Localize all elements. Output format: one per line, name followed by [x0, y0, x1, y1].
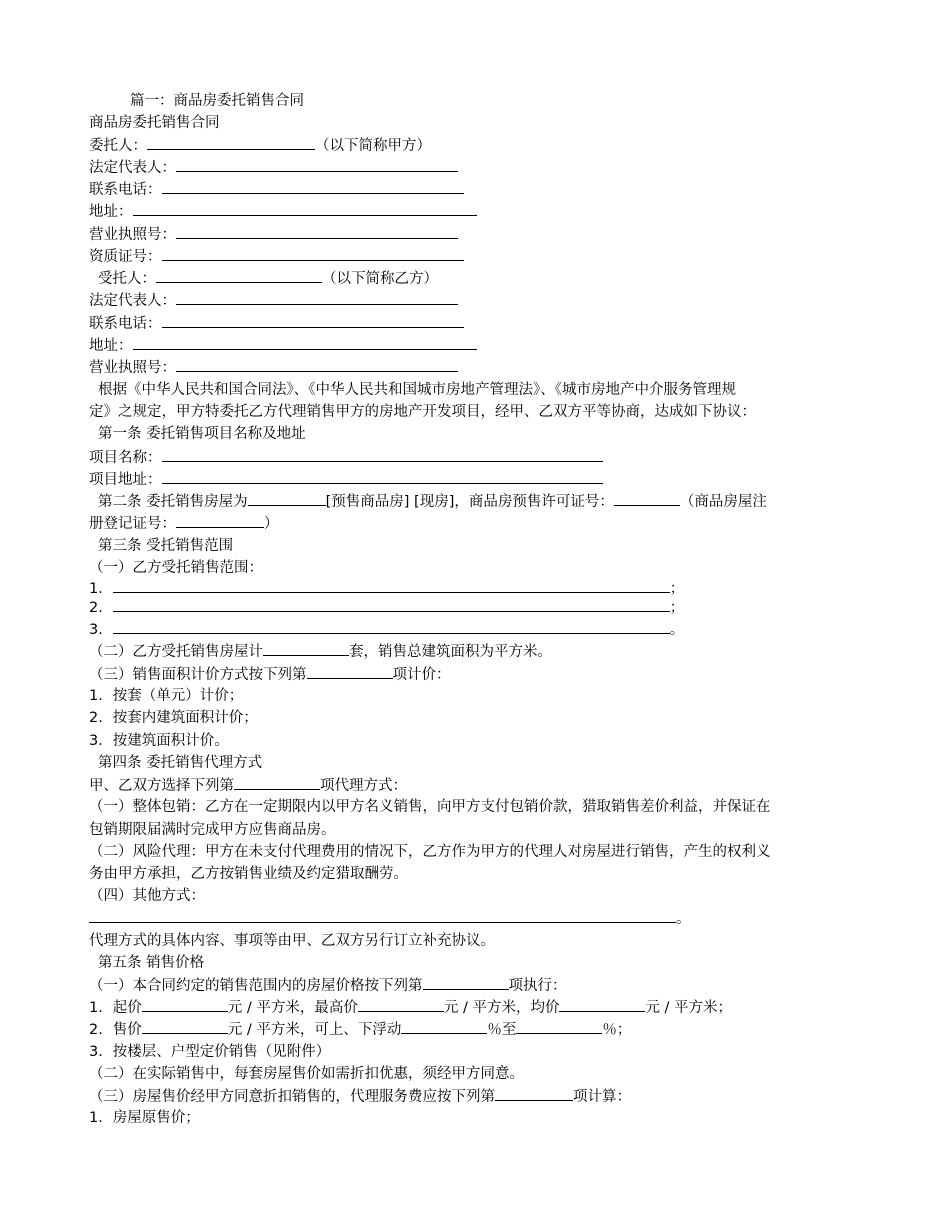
- blank-line: [495, 1086, 573, 1101]
- party-a-client-line: 委托人： （以下简称甲方）: [89, 135, 431, 155]
- article-4-note: 代理方式的具体内容、事项等由甲、乙双方另行订立补充协议。: [89, 933, 495, 949]
- party-b-addr-line: 地址：: [89, 335, 477, 355]
- blank-line: [162, 179, 464, 194]
- fee-option-1: 1．房屋原售价；: [89, 1110, 200, 1126]
- blank-line: [248, 491, 326, 506]
- blank-line: [142, 997, 228, 1012]
- scope-item-3: 3． 。: [89, 619, 684, 639]
- article-3-sub-2: （二）乙方受托销售房屋计 套，销售总建筑面积为平方米。: [89, 641, 552, 661]
- article-4-title: 第四条 委托销售代理方式: [98, 755, 263, 771]
- blank-line: [113, 578, 670, 593]
- party-b-phone-line: 联系电话：: [89, 313, 464, 333]
- method-1-line-1: （一）整体包销：乙方在一定期限内以甲方名义销售，向甲方支付包销价款，猎取销售差价利益，并保证在: [89, 799, 771, 815]
- intro-line-2: 定》之规定，甲方特委托乙方代理销售甲方的房地产开发项目，经甲、乙双方平等协商，达成如下协议：: [89, 404, 756, 420]
- blank-line: [89, 908, 676, 923]
- project-name-line: 项目名称：: [89, 447, 603, 467]
- blank-line: [358, 997, 444, 1012]
- method-4-label: （四）其他方式：: [89, 888, 205, 904]
- blank-line: [516, 1019, 602, 1034]
- blank-line: [142, 1019, 228, 1034]
- article-5-title: 第五条 销售价格: [98, 955, 205, 971]
- blank-line: [559, 997, 645, 1012]
- article-5-sub-3: （三）房屋售价经甲方同意折扣销售的，代理服务费应按下列第 项计算：: [89, 1086, 631, 1106]
- article-3-sub-3: （三）销售面积计价方式按下列第 项计价：: [89, 664, 451, 684]
- article-3-sub-1: （一）乙方受托销售范围：: [89, 560, 263, 576]
- blank-line: [113, 597, 670, 612]
- blank-line: [401, 1019, 487, 1034]
- method-4-blank: 。: [89, 908, 691, 928]
- party-b-license-line: 营业执照号：: [89, 357, 458, 377]
- doc-title: 商品房委托销售合同: [89, 115, 220, 131]
- method-2-line-1: （二）风险代理：甲方在未支付代理费用的情况下，乙方作为甲方的代理人对房屋进行销售，产生的权利义: [89, 844, 771, 860]
- party-a-qual-line: 资质证号：: [89, 246, 464, 266]
- blank-line: [176, 357, 458, 372]
- blank-line: [133, 335, 477, 350]
- blank-line: [162, 313, 464, 328]
- article-1-title: 第一条 委托销售项目名称及地址: [98, 426, 306, 442]
- blank-line: [263, 641, 349, 656]
- article-4-choose: 甲、乙双方选择下列第 项代理方式：: [89, 775, 407, 795]
- party-a-rep-line: 法定代表人：: [89, 157, 458, 177]
- article-3-title: 第三条 受托销售范围: [98, 538, 234, 554]
- blank-line: [176, 513, 264, 528]
- article-5-sub-1: （一）本合同约定的销售范围内的房屋价格按下列第 项执行：: [89, 975, 567, 995]
- article-2-line-1: 第二条 委托销售房屋为 [预售商品房] [现房]，商品房预售许可证号： （商品房屋注: [98, 491, 767, 511]
- project-addr-line: 项目地址：: [89, 469, 603, 489]
- blank-line: [162, 246, 464, 261]
- intro-line-1: 根据《中华人民共和国合同法》、《中华人民共和国城市房地产管理法》、《城市房地产中介服务管理规: [98, 382, 736, 398]
- blank-line: [176, 290, 458, 305]
- price-option-1: 1．起价 元 / 平方米，最高价 元 / 平方米，均价 元 / 平方米；: [89, 997, 732, 1017]
- blank-line: [234, 775, 320, 790]
- party-b-rep-line: 法定代表人：: [89, 290, 458, 310]
- method-2-line-2: 务由甲方承担，乙方按销售业绩及约定猎取酬劳。: [89, 866, 408, 882]
- blank-line: [133, 201, 477, 216]
- blank-line: [176, 157, 458, 172]
- blank-line: [162, 469, 603, 484]
- price-option-3: 3．按楼层、户型定价销售（见附件）: [89, 1044, 331, 1060]
- doc-heading: 篇一：商品房委托销售合同: [130, 93, 304, 109]
- blank-line: [113, 619, 670, 634]
- pricing-option-3: 3．按建筑面积计价。: [89, 733, 229, 749]
- scope-item-1: 1． ；: [89, 578, 684, 598]
- article-5-sub-2: （二）在实际销售中，每套房屋售价如需折扣优惠，须经甲方同意。: [89, 1066, 524, 1082]
- blank-line: [176, 224, 458, 239]
- blank-line: [147, 135, 315, 150]
- pricing-option-1: 1．按套（单元）计价；: [89, 688, 244, 704]
- price-option-2: 2．售价 元 / 平方米，可上、下浮动 ％至 ％；: [89, 1019, 631, 1039]
- scope-item-2: 2． ；: [89, 597, 684, 617]
- blank-line: [162, 447, 603, 462]
- blank-line: [307, 664, 393, 679]
- article-2-line-2: 册登记证号： ）: [89, 513, 279, 533]
- method-1-line-2: 包销期限届满时完成甲方应售商品房。: [89, 822, 336, 838]
- blank-line: [156, 268, 322, 283]
- blank-line: [423, 975, 509, 990]
- pricing-option-2: 2．按套内建筑面积计价；: [89, 710, 258, 726]
- party-b-agent-line: 受托人： （以下简称乙方）: [98, 268, 438, 288]
- party-a-license-line: 营业执照号：: [89, 224, 458, 244]
- party-a-addr-line: 地址：: [89, 201, 477, 221]
- party-a-phone-line: 联系电话：: [89, 179, 464, 199]
- blank-line: [614, 491, 680, 506]
